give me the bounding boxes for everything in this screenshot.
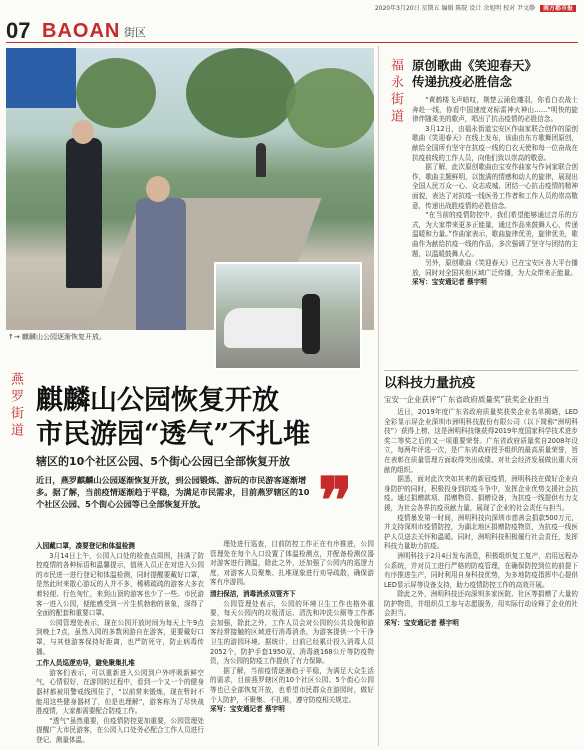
article3-subtitle: 宝安一企业获评“广东省政府质量奖”获奖企业担当: [384, 395, 550, 404]
main-subhead: 辖区的10个社区公园、5个街心公园已全部恢复开放: [36, 455, 290, 468]
body-paragraph: 据了解，此次原创歌曲由宝安作曲家与作词家联合创作，歌曲主题鲜明，以饱满的情感和动人的旋律，展现出全国人民万众一心、众志成城、团结一心抗击疫情的精神面貌，表达了对抗疫一线医务工作者和工作人员的崇高敬意，传递出战胜疫情的必胜信念。: [412, 163, 578, 210]
headline-line-1: 麒麟山公园恢复开放: [36, 385, 279, 416]
body-paragraph: 游客们表示，可以重新进入公园到户外呼吸新鲜空气，心情很好，在游园的过程中，看到一个又一个的健身器材都被用警戒线围住了，“以前常来锻炼，现在暂时不能用这些健身器材了，但是也理解”，游客称为了尽快战胜疫情，大家都需要配合防疫工作。: [36, 668, 204, 716]
dateline-bar: [0, 0, 584, 20]
body-paragraph: 据悉，面对此次突如其来的新冠疫情，洲明科技在做好企业自身防护的同时，积极投身到抗疫斗争中，发挥企业优势支援社会抗疫。通过捐赠款项、捐赠物资、捐赠设备，为抗疫一线提供有力支援，为社会各界抗疫贡献力量，展现了企业的社会责任与担当。: [384, 475, 578, 512]
body-paragraph: 据了解，当前疫情逐渐趋于平稳，为满足大众生活的需求，目前燕罗辖区的10个社区公园、5个街心公园等也已全部恢复开放，也希望市民群众在游园时，做好个人防护，不聚集、不扎堆，遵守防疫相关规定。: [210, 666, 374, 704]
article3-body: [384, 408, 578, 746]
body-paragraph: 3月14日上午，公园入口处的检查点周围，挂满了防控疫情的各种标语和温馨提示，值班人员正在对进入公园的市民进一进行登记和体温检测，同时提醒要戴好口罩，是然此时来散心游玩的人并不多，稀稀疏疏的游客大多衣着轻便、行色匆忙，来到山顶的游客也少了一些。市民游客一进入公园，便能感受到一片生机勃勃的景象，深得了全面的配套和重要口罩。: [36, 551, 204, 618]
body-paragraph: 近日，2019年度广东省政府质量奖获奖企业名单揭晓，LED全彩显示屏企业深圳市洲明科技股份有限公司（以下简称“洲明科技”）获得上榜，这是洲明科技继获得2019年度国家科学技术进步奖二等奖之后的又一项重要荣誉。广东省政府质量奖自2008年设立，每两年评选一次，是广东省政府授予组织的最高质量荣誉，旨在表彰在质量管理方面取得突出成绩、对社会经济发展做出重大贡献的组织。: [384, 408, 578, 474]
editor-text: 编辑 陈院: [441, 5, 468, 12]
section-title-en: BAOAN: [42, 20, 121, 42]
guard-figure: [66, 138, 102, 288]
subsection-heading: 工作人员巡逻劝导，避免聚集扎堆: [36, 659, 135, 668]
article2-title-line-1: 原创歌曲《笑迎春天》: [412, 58, 538, 73]
byline: 采写：宝安通记者 蔡宇明: [384, 619, 459, 628]
subsection-heading: 入园戴口罩，凑要登记和体温检测: [36, 542, 135, 550]
proofreader-text: 校对 尹文静: [503, 5, 536, 12]
body-paragraph: 理处进行巡查，目前防控工作正在有序推进，公园管理处在每个入口设置了体温检测点，并配备检测仪器对游客进行测温，除此之外，还加强了公园内的巡逻力度，对游客人员聚集、扎堆现象进行劝导疏散，确保游客有序游园。: [210, 540, 374, 587]
page-number: 07: [6, 18, 31, 43]
body-paragraph: “在当前的疫情防控中，我们希望能够通过音乐的方式，为大家带来更多正能量，通过作品来鼓舞人心，传递温暖和力量。”作曲家表示，歌曲旋律优美，旋律优美，歌曲作为献给抗疫一线的作品，多次强调了坚守与团结的主题，以温暖鼓舞人心。: [412, 211, 578, 258]
date-text: 2020年3月20日: [374, 5, 420, 12]
district-label-fuyong: 福永街道: [388, 58, 403, 126]
body-paragraph: 疫情暴发第一时间，洲明科技向深圳市慈善会捐款500万元，并支持深圳市疫情防控，为湖北地区捐赠防疫物资，为抗疫一线医护人员送去关怀和温暖。同时，洲明科技积极履行社会责任，发挥科技力量助力抗疫。: [384, 513, 578, 551]
park-inset-photo: [214, 262, 362, 370]
body-paragraph: 公园管理处表示，公园的环境卫生工作也格外重要，每天公园内的垃圾清运、清洗和冲洗公厕等工作都会加强，除此之外，工作人员会对公园的公共设施和游客经常接触的区域进行消毒消杀，为游客提供一个干净卫生的游园环境。据统计，目前已经累计投入消毒人员2052个，防护手套1950双、消毒液168公斤等防疫物资，为公园的防疫工作提供了有力保障。: [210, 599, 374, 666]
body-paragraph: 除此之外，洲明科技还向深圳多家医院、社区等捐赠了大量的防护物资，并组织员工参与志愿服务，用实际行动诠释了企业的社会担当。: [384, 590, 578, 618]
subsection-heading: 清扫保洁，消毒消杀双管齐下: [210, 589, 296, 598]
inset-guard-figure: [302, 294, 320, 354]
page-header: [6, 18, 578, 43]
tree-shape: [76, 58, 156, 128]
visitor-figure: [136, 198, 186, 330]
column-divider: [378, 46, 379, 746]
article1-column-1: [36, 540, 204, 746]
tent-shape: [6, 48, 76, 108]
body-paragraph: 洲明科技于2月4日发布消息，积极组织复工复产，启用远程办公系统，并对员工进行严格的防疫管理，在确保防控到位的前提下有序推进生产，同时利用自身科技优势，为多地防疫指挥中心提供LED显示屏等设备支持，助力疫情防控工作的高效开展。: [384, 551, 578, 589]
visitor-head: [146, 176, 170, 202]
weekday-text: 星期五: [421, 5, 440, 12]
article2-body: [412, 96, 578, 362]
byline: 采写：宝安通记者 蔡宇明: [412, 278, 487, 287]
body-paragraph: 公园管理处表示，现在公园开放时间为每天上午9点到晚上7点，虽然入园的多数闲游自在游客，更要戴好口罩，与其他游客保持好距离，也严防死守，防止病毒传播。: [36, 618, 204, 656]
section-title-cn: 街区: [124, 26, 146, 39]
district-label-yanluo: 燕罗街道: [8, 372, 23, 440]
headline-line-2: 市民游园“透气”不扎堆: [36, 419, 311, 450]
dateline: [375, 3, 576, 12]
article-divider: [384, 370, 578, 371]
article3-title: 以科技力量抗疫: [384, 376, 476, 391]
body-paragraph: “透气”虽然重要，但疫情防控更加重要，公园管理处提醒广大市民游客，在公园入口处务必配合工作人员进行登记、测量体温。: [36, 716, 204, 744]
designer-text: 设计 余旭明: [469, 5, 502, 12]
tree-shape: [186, 48, 296, 138]
quote-mark-icon: ❞: [318, 464, 353, 539]
main-headline: [36, 384, 386, 452]
body-paragraph: “黄鹤楼飞声暗叹，荆楚云涌危雕羽，你看白衣战士奔赴一线，你看中国速度对标雷神火神山……”明快的旋律伴随柔美的歌声，唱出了抗击疫情的必胜信念。: [412, 96, 578, 124]
guard-head: [72, 120, 94, 144]
newspaper-brand: 南方都市报: [540, 5, 576, 12]
article2-title-line-2: 传递抗疫必胜信念: [412, 74, 513, 89]
distant-figure: [256, 143, 266, 177]
byline: 采写：宝安通记者 蔡宇明: [210, 705, 285, 714]
article2-title: [412, 58, 578, 90]
photo-caption: ↑→ 麒麟山公园逐渐恢复开放。: [8, 333, 106, 341]
tree-shape: [286, 68, 374, 148]
body-paragraph: 另外，原创歌曲《笑迎春天》已在宝安区各大平台播放，同时对全国其他区域广泛传播，为大众带来正能量。: [412, 259, 578, 277]
lead-paragraph: 近日，燕罗麒麟山公园逐渐恢复开放，到公园锻炼、游玩的市民游客逐渐增多。据了解，当前疫情逐渐趋于平稳，为满足市民需求，目前燕罗辖区的10个社区公园、5个街心公园等已全部恢复开放。: [36, 475, 310, 509]
article1-column-2: [210, 540, 374, 746]
body-paragraph: 3月12日，由福永街道宝安区作曲家联合创作的原创歌曲《笑迎春天》在线上发布，该曲由东方歌舞团原创，献给全国所有坚守在抗疫一线的白衣天使和每一位奋战在抗疫前线的工作人员，向他们致以崇高的敬意。: [412, 124, 578, 162]
